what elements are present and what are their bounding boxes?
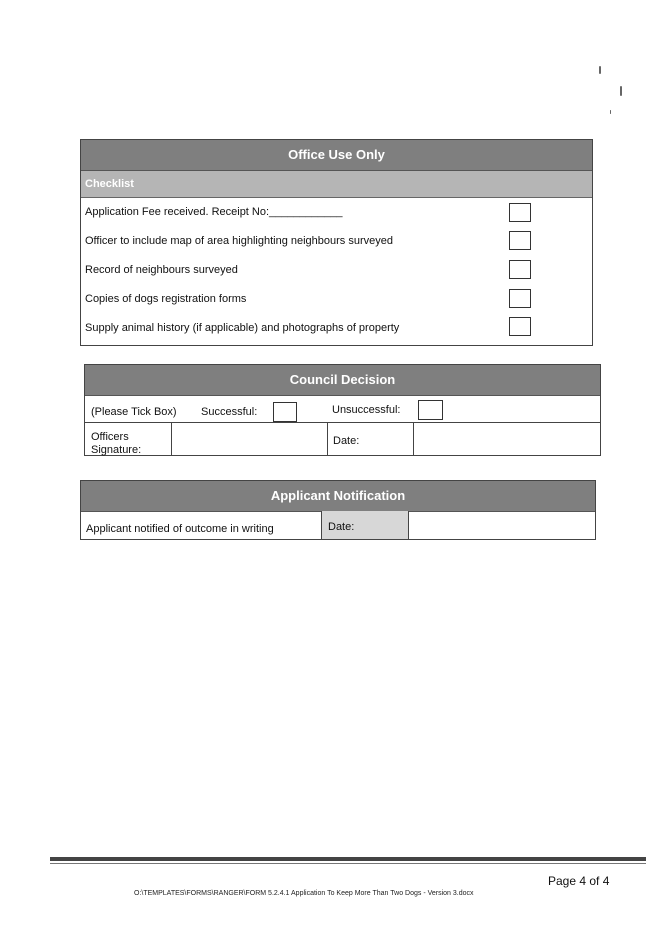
checklist-item-label: Record of neighbours surveyed [85,264,238,276]
footer-rule [50,863,646,864]
scan-speck [610,110,611,114]
checklist-checkbox[interactable] [509,203,531,222]
checklist-item-label: Supply animal history (if applicable) and photographs of property [85,322,400,334]
divider [327,423,328,455]
notification-date-field[interactable] [409,511,595,539]
checklist-checkbox[interactable] [509,260,531,279]
checklist-item [81,227,592,256]
checklist-checkbox[interactable] [509,231,531,250]
office-use-title: Office Use Only [81,140,592,171]
document-path: O:\TEMPLATES\FORMS\RANGER\FORM 5.2.4.1 Application To Keep More Than Two Dogs - Version 3.docx [134,890,474,897]
checklist-item [81,198,592,227]
checklist-item-label: Application Fee received. Receipt No:____________ [85,206,343,218]
office-use-panel [80,139,593,346]
applicant-notification-panel [80,480,596,540]
checklist-item [81,285,592,314]
date-label: Date: [333,435,360,447]
officers-signature-field[interactable] [172,423,327,455]
checklist-checkbox[interactable] [509,317,531,336]
date-label: Date: [328,521,355,533]
checklist-item [81,256,592,285]
checklist-item [81,314,592,343]
tick-instruction: (Please Tick Box) [91,406,177,418]
checklist-item-label: Copies of dogs registration forms [85,293,247,305]
applicant-notification-title: Applicant Notification [81,481,595,512]
checklist-checkbox[interactable] [509,289,531,308]
decision-date-field[interactable] [414,423,600,455]
scan-speck [620,86,622,96]
council-decision-title: Council Decision [85,365,600,396]
page-number: Page 4 of 4 [548,874,610,888]
officers-label-line1: Officers [91,431,129,443]
checklist-label: Checklist [81,171,592,198]
council-decision-panel [84,364,601,456]
footer-rule [50,857,646,861]
officers-label [91,431,141,457]
unsuccessful-checkbox[interactable] [418,400,443,420]
unsuccessful-label: Unsuccessful: [332,404,401,416]
successful-checkbox[interactable] [273,402,297,422]
officers-label-line2: Signature: [91,444,142,456]
checklist-item-label: Officer to include map of area highlighting neighbours surveyed [85,235,393,247]
scan-speck [599,66,601,74]
successful-label: Successful: [201,406,258,418]
notified-label: Applicant notified of outcome in writing [86,523,274,535]
